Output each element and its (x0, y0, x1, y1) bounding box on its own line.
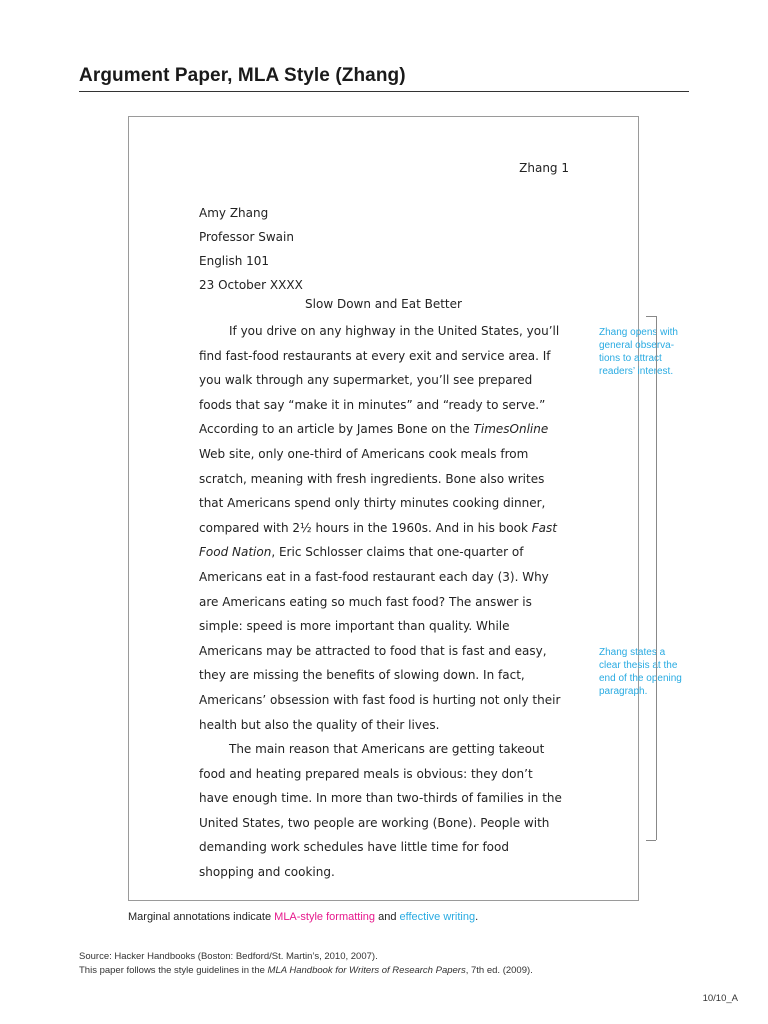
essay-body (199, 319, 565, 885)
para1-text-a: If you drive on any highway in the United States, you’ll find fast-food restaurants at every exit and service area. If you walk through any supermarket, you’ll see prepared foods that say “make it in minutes” and “ready to serve.” According to an article by James Bone on the (199, 324, 560, 437)
heading-course: English 101 (199, 254, 270, 268)
caption-and: and (375, 911, 400, 923)
heading-date: 23 October XXXX (199, 278, 303, 292)
essay-title: Slow Down and Eat Better (305, 297, 462, 311)
caption-prefix: Marginal annotations indicate (128, 911, 275, 923)
heading-professor: Professor Swain (199, 230, 294, 244)
source-line2-suffix: , 7th ed. (2009). (465, 965, 533, 976)
source-note (79, 950, 533, 978)
paragraph-2: The main reason that Americans are getting takeout food and heating prepared meals is obvious: they don’t have enough time. In more than two-thirds of families in the United States, two people are working (Bone). People with demanding work schedules have little time for food shopping and cooking. (199, 742, 562, 880)
heading-author: Amy Zhang (199, 206, 269, 220)
para1-text-c: , Eric Schlosser claims that one-quarter of Americans eat in a fast-food restaurant each day (3). Why are Americans eating so much fast food? The answer is simple: speed is more important than quality. While Americans may be attracted to food that is fast and easy, they are missing the benefits of slowing down. In fact, Americans’ obsession with fast food is hurting not only their health but also the quality of their lives. (199, 545, 561, 732)
para1-italic-timesonline: TimesOnline (473, 422, 549, 437)
para1-text-b: Web site, only one-third of Americans cook meals from scratch, meaning with fresh ingredients. Bone also writes that Americans spend only thirty minutes cooking dinner, compared with 2½ hours in the 1960s. And in his book (199, 446, 546, 535)
running-head: Zhang 1 (519, 161, 569, 175)
page-title: Argument Paper, MLA Style (Zhang) (79, 65, 406, 86)
annotation-bracket (656, 316, 657, 840)
caption-mla-formatting: MLA-style formatting (274, 911, 376, 923)
paragraph-1 (199, 319, 565, 737)
footer-code: 10/10_A (702, 993, 738, 1004)
source-line2-italic: MLA Handbook for Writers of Research Papers (267, 965, 466, 976)
annotation-bracket-top (646, 316, 656, 317)
legend-caption (128, 911, 478, 923)
source-line2-prefix: This paper follows the style guidelines in the (79, 965, 268, 976)
header-divider (79, 91, 689, 92)
source-line-2 (79, 964, 533, 978)
para1-italic-book-title: Fast Food Nation (199, 520, 557, 560)
mla-heading (199, 201, 303, 297)
source-line-1: Source: Hacker Handbooks (Boston: Bedford/St. Martin’s, 2010, 2007). (79, 951, 378, 962)
annotation-bracket-bottom (646, 840, 656, 841)
annotation-thesis: Zhang states a clear thesis at the end of the opening paragraph. (599, 647, 682, 697)
annotation-opening: Zhang opens with general observa-tions to attract readers’ interest. (599, 327, 678, 377)
paper-page (128, 116, 639, 901)
caption-suffix: . (475, 911, 479, 923)
caption-effective-writing: effective writing (399, 911, 476, 923)
